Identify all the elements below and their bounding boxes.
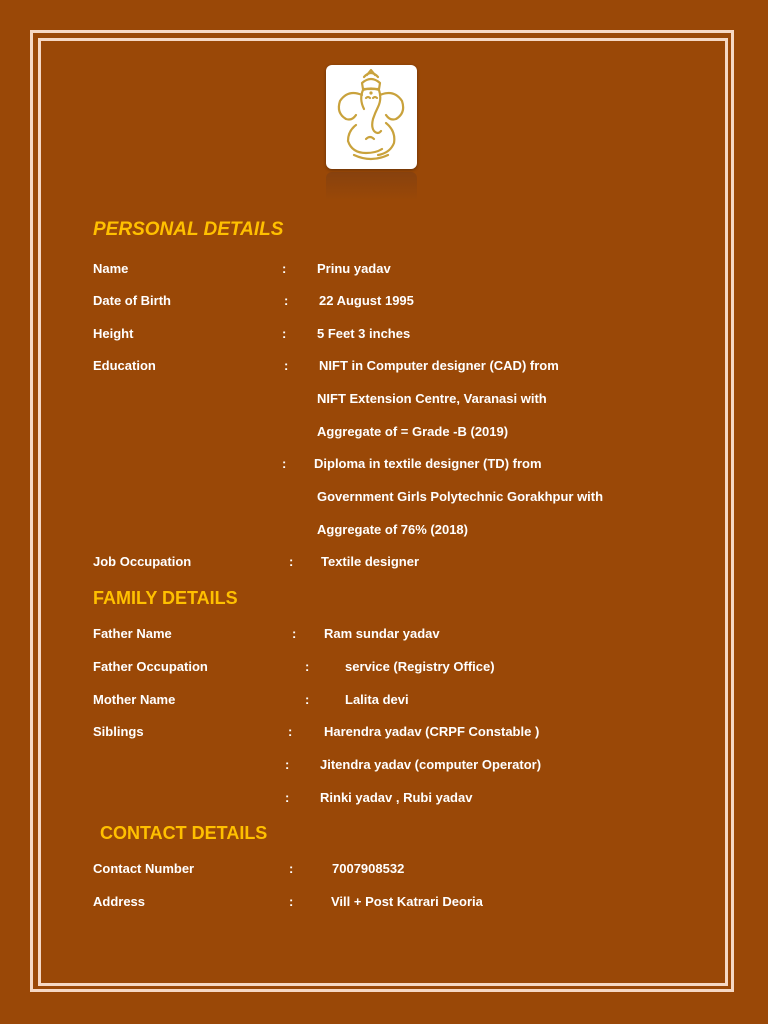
logo-reflection	[326, 172, 417, 200]
siblings-colon-2: :	[285, 757, 290, 772]
mother-name-value: Lalita devi	[345, 692, 409, 707]
name-label: Name	[93, 261, 129, 276]
job-label: Job Occupation	[93, 554, 192, 569]
contact-number-value: 7007908532	[332, 861, 405, 876]
siblings-line-2: Jitendra yadav (computer Operator)	[320, 757, 542, 772]
mother-name-label: Mother Name	[93, 692, 176, 707]
education-label: Education	[93, 358, 156, 373]
siblings-line-3: Rinki yadav , Rubi yadav	[320, 790, 473, 805]
dob-colon: :	[284, 293, 289, 308]
siblings-colon-3: :	[285, 790, 290, 805]
father-occupation-colon: :	[305, 659, 310, 674]
mother-name-colon: :	[305, 692, 310, 707]
address-colon: :	[289, 894, 294, 909]
family-details-heading: FAMILY DETAILS	[93, 588, 238, 608]
dob-label: Date of Birth	[93, 293, 171, 308]
dob-value: 22 August 1995	[319, 293, 414, 308]
height-value: 5 Feet 3 inches	[317, 326, 411, 341]
father-occupation-label: Father Occupation	[93, 659, 208, 674]
height-label: Height	[93, 326, 134, 341]
siblings-colon-1: :	[288, 724, 293, 739]
name-colon: :	[282, 261, 287, 276]
father-name-label: Father Name	[93, 626, 172, 641]
job-colon: :	[289, 554, 294, 569]
job-value: Textile designer	[321, 554, 420, 569]
height-colon: :	[282, 326, 287, 341]
address-value: Vill + Post Katrari Deoria	[331, 894, 483, 909]
education-line-2: NIFT Extension Centre, Varanasi with	[317, 391, 547, 406]
father-occupation-value: service (Registry Office)	[345, 659, 495, 674]
siblings-label: Siblings	[93, 724, 144, 739]
name-value: Prinu yadav	[317, 261, 391, 276]
logo-tile	[326, 65, 417, 169]
education-line-5: Government Girls Polytechnic Gorakhpur with	[317, 489, 604, 504]
contact-number-colon: :	[289, 861, 294, 876]
education-colon-1: :	[284, 358, 289, 373]
education-line-3: Aggregate of = Grade -B (2019)	[317, 424, 509, 439]
address-label: Address	[93, 894, 146, 909]
father-name-colon: :	[292, 626, 297, 641]
siblings-line-1: Harendra yadav (CRPF Constable )	[324, 724, 540, 739]
education-line-1: NIFT in Computer designer (CAD) from	[319, 358, 559, 373]
contact-number-label: Contact Number	[93, 861, 195, 876]
ganesha-icon	[326, 65, 417, 169]
education-line-6: Aggregate of 76% (2018)	[317, 522, 468, 537]
father-name-value: Ram sundar yadav	[324, 626, 440, 641]
education-line-4: Diploma in textile designer (TD) from	[314, 456, 542, 471]
personal-details-heading: PERSONAL DETAILS	[93, 219, 284, 240]
education-colon-2: :	[282, 456, 287, 471]
contact-details-heading: CONTACT DETAILS	[100, 823, 268, 843]
